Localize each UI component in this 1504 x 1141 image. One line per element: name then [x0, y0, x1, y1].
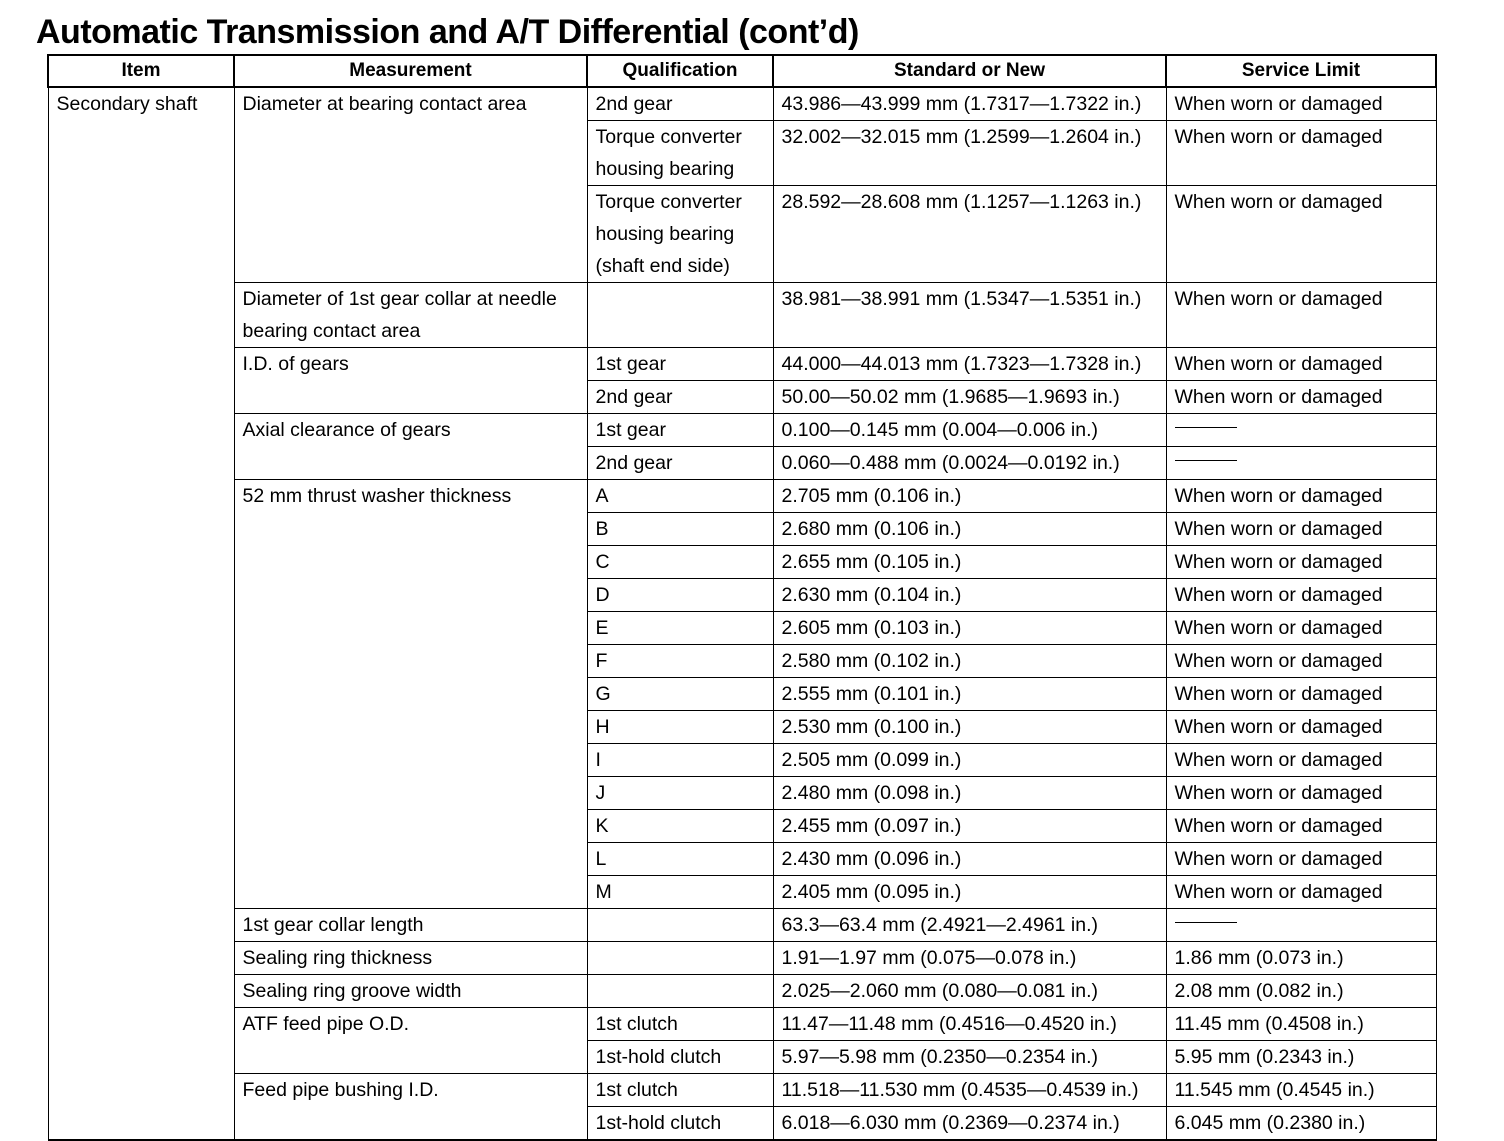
measurement-cell: Axial clearance of gears: [234, 414, 587, 480]
qualification-cell: [587, 283, 773, 348]
standard-cell: 5.97—5.98 mm (0.2350—0.2354 in.): [773, 1041, 1166, 1074]
standard-cell: 28.592—28.608 mm (1.1257—1.1263 in.): [773, 186, 1166, 283]
table-row: [48, 1074, 1436, 1107]
limit-cell: [1166, 909, 1436, 942]
limit-cell: When worn or damaged: [1166, 121, 1436, 186]
table-row: [48, 87, 1436, 121]
header-standard: Standard or New: [773, 55, 1166, 87]
qualification-cell: 1st-hold clutch: [587, 1041, 773, 1074]
qualification-cell: 1st-hold clutch: [587, 1107, 773, 1141]
qualification-cell: 2nd gear: [587, 447, 773, 480]
limit-cell: When worn or damaged: [1166, 810, 1436, 843]
standard-cell: 6.018—6.030 mm (0.2369—0.2374 in.): [773, 1107, 1166, 1141]
qualification-cell: A: [587, 480, 773, 513]
table-row: [48, 283, 1436, 348]
measurement-cell: Diameter of 1st gear collar at needle bearing contact area: [234, 283, 587, 348]
limit-cell: When worn or damaged: [1166, 711, 1436, 744]
standard-cell: 2.655 mm (0.105 in.): [773, 546, 1166, 579]
standard-cell: 2.505 mm (0.099 in.): [773, 744, 1166, 777]
limit-cell: When worn or damaged: [1166, 513, 1436, 546]
standard-cell: 43.986—43.999 mm (1.7317—1.7322 in.): [773, 87, 1166, 121]
measurement-cell: Diameter at bearing contact area: [234, 87, 587, 283]
table-row: [48, 909, 1436, 942]
qualification-cell: Torque converter housing bearing (shaft end side): [587, 186, 773, 283]
qualification-cell: 1st clutch: [587, 1074, 773, 1107]
qualification-cell: J: [587, 777, 773, 810]
limit-cell: 11.545 mm (0.4545 in.): [1166, 1074, 1436, 1107]
limit-cell: When worn or damaged: [1166, 186, 1436, 283]
qualification-cell: 2nd gear: [587, 381, 773, 414]
no-limit-dash: [1175, 922, 1237, 923]
standard-cell: 2.580 mm (0.102 in.): [773, 645, 1166, 678]
limit-cell: 1.86 mm (0.073 in.): [1166, 942, 1436, 975]
qualification-cell: E: [587, 612, 773, 645]
qualification-cell: 1st gear: [587, 348, 773, 381]
page-title: Automatic Transmission and A/T Differential (cont’d): [36, 13, 859, 51]
standard-cell: 2.430 mm (0.096 in.): [773, 843, 1166, 876]
measurement-cell: I.D. of gears: [234, 348, 587, 414]
no-limit-dash: [1175, 460, 1237, 461]
standard-cell: 2.630 mm (0.104 in.): [773, 579, 1166, 612]
header-qualification: Qualification: [587, 55, 773, 87]
header-measurement: Measurement: [234, 55, 587, 87]
standard-cell: 2.555 mm (0.101 in.): [773, 678, 1166, 711]
qualification-cell: [587, 975, 773, 1008]
qualification-cell: L: [587, 843, 773, 876]
standard-cell: 0.100—0.145 mm (0.004—0.006 in.): [773, 414, 1166, 447]
measurement-cell: Feed pipe bushing I.D.: [234, 1074, 587, 1141]
table-header-row: [48, 55, 1436, 87]
qualification-cell: K: [587, 810, 773, 843]
limit-cell: [1166, 447, 1436, 480]
limit-cell: When worn or damaged: [1166, 843, 1436, 876]
limit-cell: When worn or damaged: [1166, 744, 1436, 777]
standard-cell: 1.91—1.97 mm (0.075—0.078 in.): [773, 942, 1166, 975]
header-item: Item: [48, 55, 234, 87]
standard-cell: 50.00—50.02 mm (1.9685—1.9693 in.): [773, 381, 1166, 414]
limit-cell: When worn or damaged: [1166, 678, 1436, 711]
table-row: [48, 1008, 1436, 1041]
qualification-cell: I: [587, 744, 773, 777]
limit-cell: 6.045 mm (0.2380 in.): [1166, 1107, 1436, 1141]
standard-cell: 2.530 mm (0.100 in.): [773, 711, 1166, 744]
spec-table: [47, 54, 1437, 1141]
limit-cell: When worn or damaged: [1166, 645, 1436, 678]
limit-cell: When worn or damaged: [1166, 480, 1436, 513]
limit-cell: When worn or damaged: [1166, 348, 1436, 381]
limit-cell: When worn or damaged: [1166, 777, 1436, 810]
table-row: [48, 414, 1436, 447]
standard-cell: 38.981—38.991 mm (1.5347—1.5351 in.): [773, 283, 1166, 348]
limit-cell: When worn or damaged: [1166, 283, 1436, 348]
measurement-cell: ATF feed pipe O.D.: [234, 1008, 587, 1074]
qualification-cell: 2nd gear: [587, 87, 773, 121]
measurement-cell: Sealing ring groove width: [234, 975, 587, 1008]
measurement-cell: Sealing ring thickness: [234, 942, 587, 975]
qualification-cell: [587, 909, 773, 942]
standard-cell: 32.002—32.015 mm (1.2599—1.2604 in.): [773, 121, 1166, 186]
qualification-cell: [587, 942, 773, 975]
no-limit-dash: [1175, 427, 1237, 428]
limit-cell: When worn or damaged: [1166, 546, 1436, 579]
table-row: [48, 942, 1436, 975]
qualification-cell: C: [587, 546, 773, 579]
limit-cell: When worn or damaged: [1166, 87, 1436, 121]
table-row: [48, 480, 1436, 513]
table-row: [48, 975, 1436, 1008]
qualification-cell: 1st gear: [587, 414, 773, 447]
limit-cell: 11.45 mm (0.4508 in.): [1166, 1008, 1436, 1041]
standard-cell: 63.3—63.4 mm (2.4921—2.4961 in.): [773, 909, 1166, 942]
standard-cell: 11.518—11.530 mm (0.4535—0.4539 in.): [773, 1074, 1166, 1107]
standard-cell: 2.025—2.060 mm (0.080—0.081 in.): [773, 975, 1166, 1008]
qualification-cell: D: [587, 579, 773, 612]
limit-cell: When worn or damaged: [1166, 876, 1436, 909]
limit-cell: When worn or damaged: [1166, 579, 1436, 612]
limit-cell: When worn or damaged: [1166, 612, 1436, 645]
measurement-cell: 1st gear collar length: [234, 909, 587, 942]
qualification-cell: M: [587, 876, 773, 909]
qualification-cell: H: [587, 711, 773, 744]
header-service-limit: Service Limit: [1166, 55, 1436, 87]
qualification-cell: F: [587, 645, 773, 678]
limit-cell: 5.95 mm (0.2343 in.): [1166, 1041, 1436, 1074]
qualification-cell: G: [587, 678, 773, 711]
standard-cell: 2.680 mm (0.106 in.): [773, 513, 1166, 546]
item-cell: Secondary shaft: [48, 87, 234, 1140]
standard-cell: 2.480 mm (0.098 in.): [773, 777, 1166, 810]
qualification-cell: Torque converter housing bearing: [587, 121, 773, 186]
standard-cell: 2.605 mm (0.103 in.): [773, 612, 1166, 645]
standard-cell: 44.000—44.013 mm (1.7323—1.7328 in.): [773, 348, 1166, 381]
standard-cell: 11.47—11.48 mm (0.4516—0.4520 in.): [773, 1008, 1166, 1041]
limit-cell: [1166, 414, 1436, 447]
table-row: [48, 348, 1436, 381]
qualification-cell: 1st clutch: [587, 1008, 773, 1041]
standard-cell: 2.705 mm (0.106 in.): [773, 480, 1166, 513]
measurement-cell: 52 mm thrust washer thickness: [234, 480, 587, 909]
standard-cell: 2.405 mm (0.095 in.): [773, 876, 1166, 909]
limit-cell: When worn or damaged: [1166, 381, 1436, 414]
qualification-cell: B: [587, 513, 773, 546]
limit-cell: 2.08 mm (0.082 in.): [1166, 975, 1436, 1008]
standard-cell: 2.455 mm (0.097 in.): [773, 810, 1166, 843]
standard-cell: 0.060—0.488 mm (0.0024—0.0192 in.): [773, 447, 1166, 480]
